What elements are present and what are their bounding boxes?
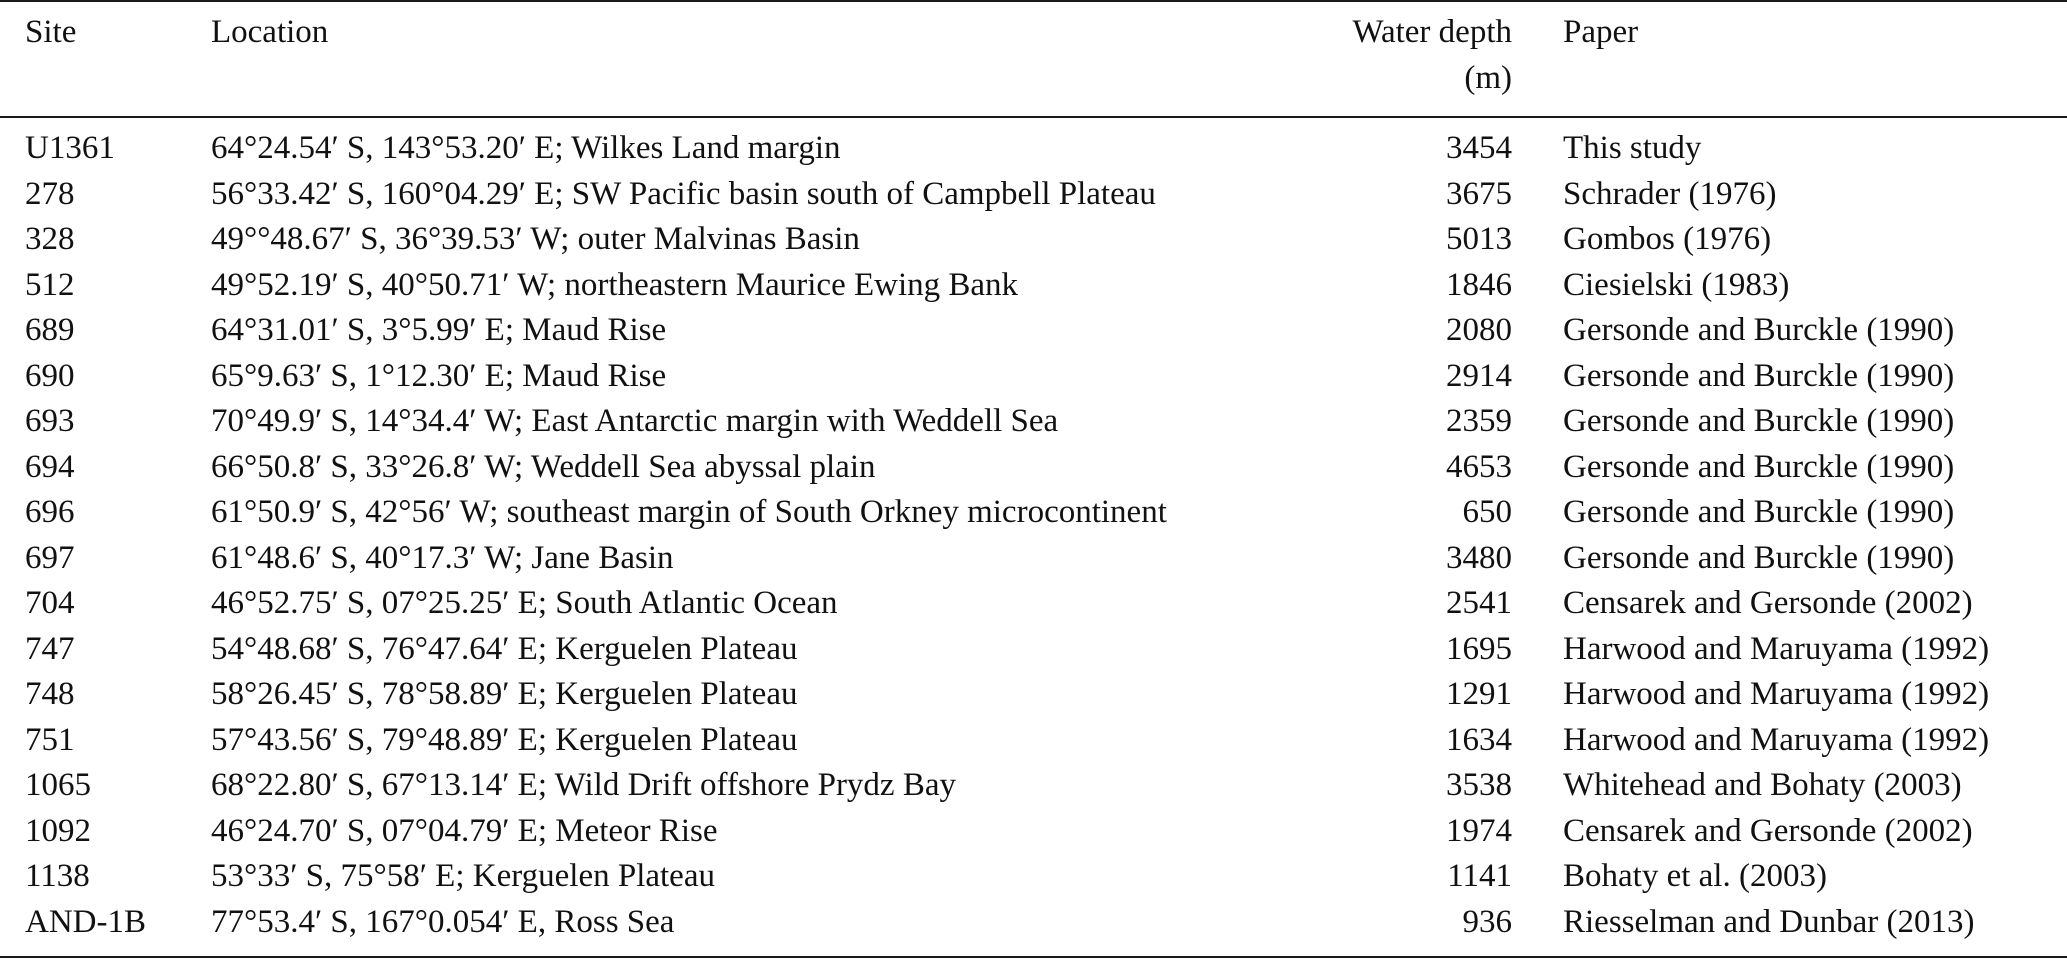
table-row [0,809,2067,855]
cell-location: 56°33.42′ S, 160°04.29′ E; SW Pacific basin south of Campbell Plateau [211,175,1156,212]
cell-location: 54°48.68′ S, 76°47.64′ E; Kerguelen Plateau [211,630,798,667]
cell-location: 64°31.01′ S, 3°5.99′ E; Maud Rise [211,312,667,348]
header-water-depth-unit: (m) [1464,59,1512,96]
cell-paper: Gersonde and Burckle (1990) [1563,312,1955,348]
table-row [0,172,2067,218]
cell-site: 704 [25,585,75,621]
table-bottom-rule [0,956,2067,958]
cell-location: 61°50.9′ S, 42°56′ W; southeast margin of South Orkney microcontinent [211,494,1167,530]
header-location: Location [211,14,329,50]
cell-paper: This study [1563,130,1702,166]
table-row [0,490,2067,536]
cell-paper: Gersonde and Burckle (1990) [1563,403,1955,439]
table-row [0,536,2067,582]
table-header-rule [0,116,2067,118]
cell-location: 49°52.19′ S, 40°50.71′ W; northeastern Maurice Ewing Bank [211,266,1019,303]
cell-location: 64°24.54′ S, 143°53.20′ E; Wilkes Land margin [211,130,841,166]
cell-location: 65°9.63′ S, 1°12.30′ E; Maud Rise [211,357,667,394]
cell-paper: Censarek and Gersonde (2002) [1563,585,1973,621]
cell-site: 1065 [25,767,91,803]
cell-paper: Ciesielski (1983) [1563,266,1790,303]
table-row [0,854,2067,900]
cell-paper: Whitehead and Bohaty (2003) [1563,767,1962,803]
cell-water-depth: 3675 [1446,175,1512,212]
table-row [0,718,2067,764]
cell-location: 53°33′ S, 75°58′ E; Kerguelen Plateau [211,858,715,894]
cell-water-depth: 1846 [1446,266,1512,303]
cell-location: 77°53.4′ S, 167°0.054′ E, Ross Sea [211,903,675,940]
cell-water-depth: 1141 [1447,858,1512,894]
table-row [0,308,2067,354]
cell-site: 689 [25,312,75,348]
cell-site: 747 [25,630,75,667]
table-row [0,354,2067,400]
cell-site: 1092 [25,812,91,849]
header-water-depth-line1: Water depth [1352,14,1512,50]
cell-location: 57°43.56′ S, 79°48.89′ E; Kerguelen Plateau [211,721,798,758]
header-paper: Paper [1563,14,1639,50]
cell-paper: Gersonde and Burckle (1990) [1563,539,1955,576]
cell-water-depth: 936 [1462,903,1512,940]
cell-paper: Schrader (1976) [1563,175,1777,212]
cell-water-depth: 4653 [1446,448,1512,485]
cell-site: 1138 [25,858,90,894]
cell-water-depth: 2080 [1446,312,1512,348]
table-row [0,217,2067,263]
table-row [0,399,2067,445]
cell-paper: Gersonde and Burckle (1990) [1563,448,1955,485]
cell-paper: Harwood and Maruyama (1992) [1563,676,1990,712]
cell-site: 328 [25,221,75,257]
cell-location: 61°48.6′ S, 40°17.3′ W; Jane Basin [211,539,674,576]
cell-paper: Bohaty et al. (2003) [1563,858,1827,894]
cell-site: 693 [25,403,75,439]
table-row [0,900,2067,946]
cell-site: 694 [25,448,75,485]
cell-site: 751 [25,721,75,758]
cell-water-depth: 2359 [1446,403,1512,439]
cell-site: 696 [25,494,75,530]
cell-location: 49°°48.67′ S, 36°39.53′ W; outer Malvinas Basin [211,221,860,257]
cell-water-depth: 3538 [1446,767,1512,803]
cell-water-depth: 3480 [1446,539,1512,576]
cell-location: 68°22.80′ S, 67°13.14′ E; Wild Drift offshore Prydz Bay [211,767,956,803]
cell-water-depth: 1974 [1446,812,1512,849]
cell-site: U1361 [25,130,115,166]
cell-water-depth: 1634 [1446,721,1512,758]
cell-site: 748 [25,676,75,712]
cell-site: 697 [25,539,75,576]
cell-site: 278 [25,175,75,212]
cell-location: 58°26.45′ S, 78°58.89′ E; Kerguelen Plateau [211,676,798,712]
cell-location: 46°52.75′ S, 07°25.25′ E; South Atlantic Ocean [211,585,838,621]
table-row [0,581,2067,627]
header-site: Site [25,14,77,50]
cell-paper: Riesselman and Dunbar (2013) [1563,903,1975,940]
cell-site: 690 [25,357,75,394]
cell-site: 512 [25,266,75,303]
cell-paper: Censarek and Gersonde (2002) [1563,812,1973,849]
table-row [0,126,2067,172]
cell-water-depth: 1291 [1446,676,1512,712]
table-row [0,263,2067,309]
cell-paper: Gersonde and Burckle (1990) [1563,357,1955,394]
cell-paper: Harwood and Maruyama (1992) [1563,721,1990,758]
table-row [0,672,2067,718]
cell-water-depth: 650 [1462,494,1512,530]
cell-site: AND-1B [25,903,146,940]
cell-location: 66°50.8′ S, 33°26.8′ W; Weddell Sea abyssal plain [211,448,876,485]
table-body [0,126,2067,945]
table-row [0,763,2067,809]
table-row [0,627,2067,673]
cell-paper: Gombos (1976) [1563,221,1772,257]
cell-water-depth: 3454 [1446,130,1512,166]
cell-water-depth: 2914 [1446,357,1512,394]
cell-paper: Harwood and Maruyama (1992) [1563,630,1990,667]
cell-water-depth: 1695 [1446,630,1512,667]
cell-water-depth: 2541 [1446,585,1512,621]
cell-paper: Gersonde and Burckle (1990) [1563,494,1955,530]
cell-location: 46°24.70′ S, 07°04.79′ E; Meteor Rise [211,812,718,849]
header-water-depth [1352,10,1512,101]
table-row [0,445,2067,491]
cell-water-depth: 5013 [1446,221,1512,257]
table-top-rule [0,0,2067,2]
cell-location: 70°49.9′ S, 14°34.4′ W; East Antarctic margin with Weddell Sea [211,403,1059,439]
